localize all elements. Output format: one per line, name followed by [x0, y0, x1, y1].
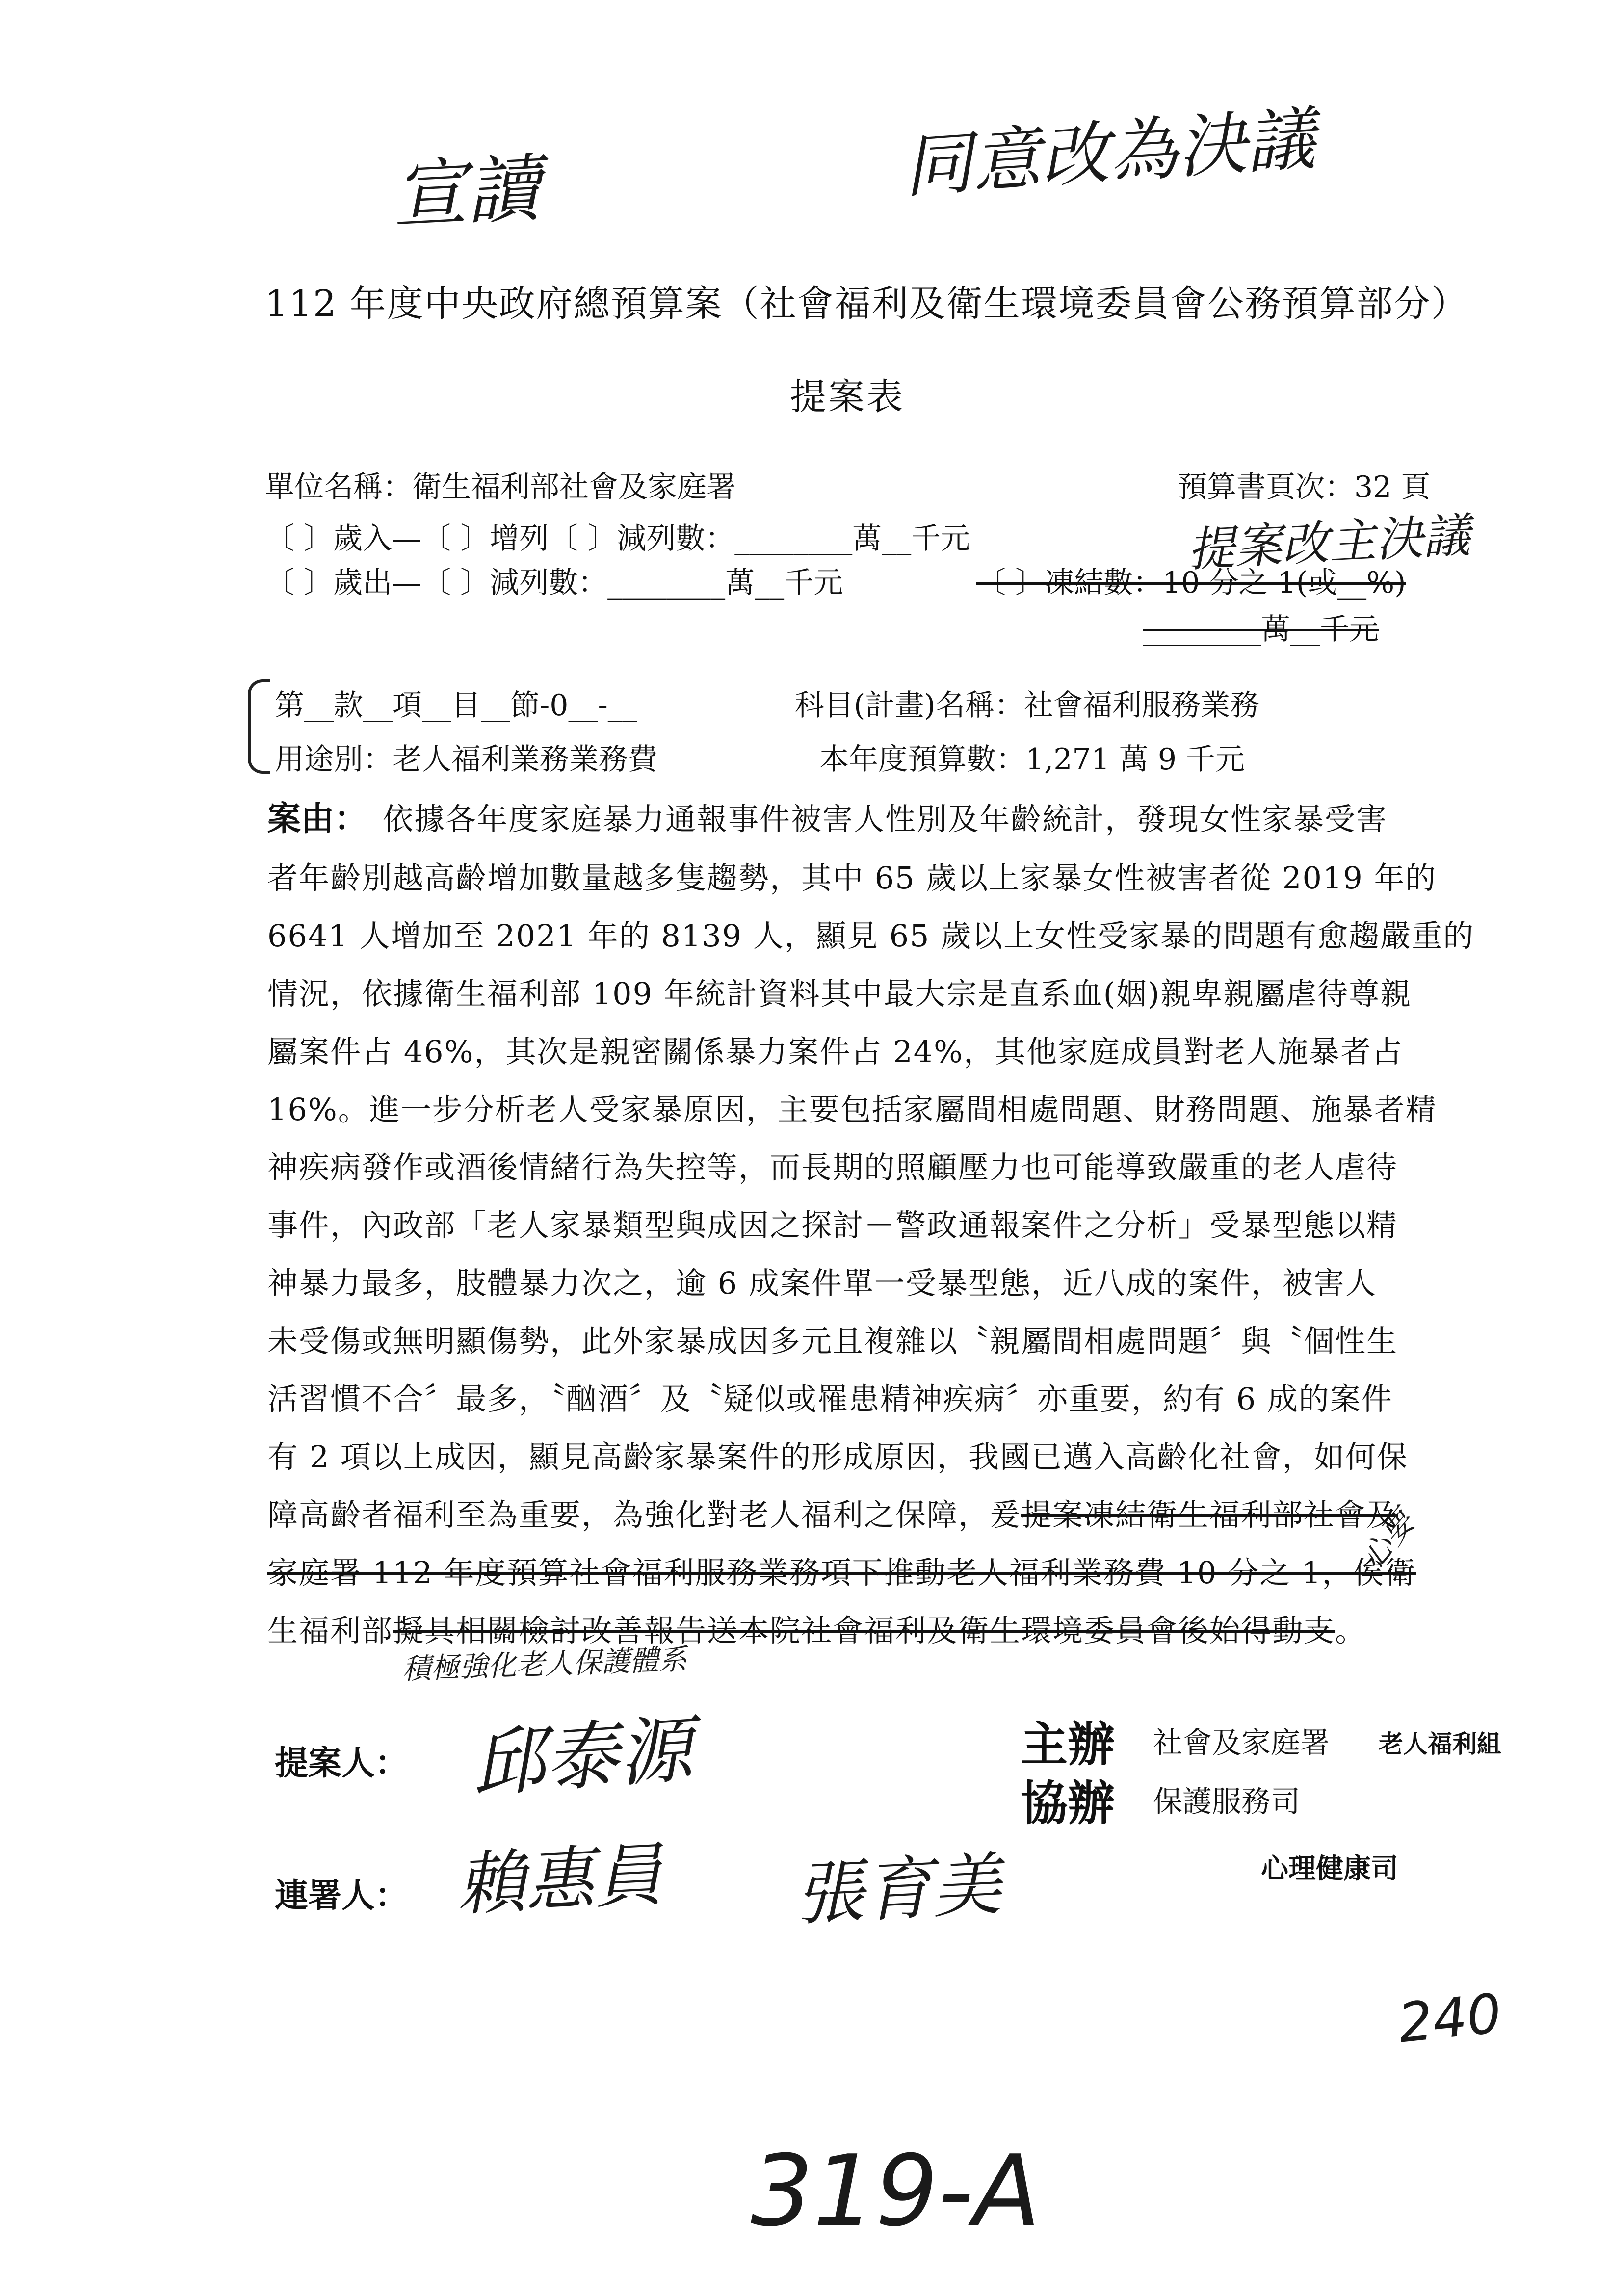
purpose-category: 用途別：老人福利業務業務費	[275, 742, 657, 777]
reason-line-12: 有 2 項以上成因，顯見高齡家暴案件的形成原因，我國已邁入高齡化社會，如何保	[267, 1439, 1408, 1475]
annual-budget: 本年度預算數：1,271 萬 9 千元	[819, 742, 1245, 777]
document-subtitle: 提案表	[790, 376, 905, 418]
reason-line-14-struck: 家庭署 112 年度預算社會福利服務業務項下推動老人福利業務費 10 分之 1，俟衛	[267, 1555, 1416, 1591]
reason-line-15-text: 生福利部	[267, 1613, 393, 1648]
reason-label: 案由：	[267, 799, 368, 838]
proposer-label: 提案人：	[275, 1744, 409, 1783]
reason-line-6: 16%。進一步分析老人受家暴原因，主要包括家屬間相處問題、財務問題、施暴者精	[267, 1092, 1437, 1127]
assist-office-label: 協辦	[1021, 1775, 1115, 1831]
main-office-label: 主辦	[1021, 1717, 1115, 1772]
assist-office-org-2: 心理健康司	[1261, 1852, 1398, 1885]
handwritten-document-number: 319-A	[751, 2134, 1041, 2248]
handwritten-annotation-top-left: 宣讀	[391, 146, 543, 239]
assist-office-org: 保護服務司	[1153, 1785, 1300, 1819]
reason-line-3: 6641 人增加至 2021 年的 8139 人，顯見 65 歲以上女性受家暴的問題有愈趨嚴重的	[267, 918, 1475, 954]
proposer-signature: 邱泰源	[469, 1707, 695, 1808]
main-office-org: 社會及家庭署	[1153, 1726, 1330, 1760]
freeze-amount-struck: 〔 〕凍結數：10 分之 1(或__%)	[976, 566, 1406, 600]
cosigner-signature-1: 賴惠員	[454, 1835, 665, 1926]
cosigner-label: 連署人：	[275, 1876, 409, 1915]
reason-line-15	[267, 1606, 1366, 1650]
budget-page-reference: 預算書頁次：32 頁	[1178, 470, 1431, 504]
reason-line-5: 屬案件占 46%，其次是親密關係暴力案件占 24%，其他家庭成員對老人施暴者占	[267, 1034, 1404, 1070]
handwritten-annotation-top-right: 同意改為決議	[901, 99, 1318, 208]
reason-line-10: 未受傷或無明顯傷勢，此外家暴成因多元且複雜以〝親屬間相處問題〞與〝個性生	[267, 1323, 1398, 1359]
expenditure-row: 〔 〕歲出—〔 〕減列數：________萬__千元	[265, 566, 843, 600]
unit-name: 單位名稱：衛生福利部社會及家庭署	[265, 470, 736, 504]
reason-line-13-struck: 提案凍結衛生福利部社會及	[1021, 1497, 1398, 1533]
reason-line-15-struck: 擬具相關檢討改善報告送本院社會福利及衛生環境委員會後始得動支	[393, 1613, 1336, 1648]
revenue-row: 〔 〕歲入—〔 〕增列〔 〕減列數：________萬__千元	[265, 522, 970, 556]
reason-line-13	[267, 1490, 1398, 1534]
handwritten-margin-insert: 心要	[1354, 1505, 1422, 1576]
item-code: 第__款__項__目__節-0__-__	[275, 688, 637, 723]
cosigner-signature-2: 張育美	[793, 1845, 1003, 1935]
reason-line-2: 者年齡別越高齡增加數量越多隻趨勢，其中 65 歲以上家暴女性被害者從 2019 年的	[267, 860, 1437, 896]
main-office-unit: 老人福利組	[1379, 1729, 1501, 1758]
handwritten-inline-insert: 積極強化老人保護體系	[402, 1642, 688, 1686]
reason-line-15-end: 。	[1335, 1613, 1367, 1648]
reason-line-1: 依據各年度家庭暴力通報事件被害人性別及年齡統計，發現女性家暴受害	[383, 801, 1388, 837]
freeze-amount-value: ________萬__千元	[1143, 612, 1379, 647]
reason-line-9: 神暴力最多，肢體暴力次之，逾 6 成案件單一受暴型態，近八成的案件，被害人	[267, 1265, 1377, 1301]
handwritten-margin-note: 提案改主決議	[1186, 507, 1471, 577]
reason-line-8: 事件，內政部「老人家暴類型與成因之探討－警政通報案件之分析」受暴型態以精	[267, 1207, 1398, 1243]
reason-line-7: 神疾病發作或酒後情緒行為失控等，而長期的照顧壓力也可能導致嚴重的老人虐待	[267, 1149, 1398, 1185]
reason-line-13-text: 障高齡者福利至為重要，為強化對老人福利之保障，爰	[267, 1497, 1022, 1533]
document-title: 112 年度中央政府總預算案（社會福利及衛生環境委員會公務預算部分）	[265, 283, 1468, 325]
reason-line-11: 活習慣不合〞最多，〝酗酒〞及〝疑似或罹患精神疾病〞亦重要，約有 6 成的案件	[267, 1381, 1393, 1417]
handwritten-page-number: 240	[1395, 1982, 1505, 2055]
subject-name: 科目(計畫)名稱：社會福利服務業務	[795, 688, 1259, 723]
reason-line-4: 情況，依據衛生福利部 109 年統計資料其中最大宗是直系血(姻)親卑親屬虐待尊親	[267, 976, 1412, 1012]
item-bracket	[248, 679, 270, 774]
